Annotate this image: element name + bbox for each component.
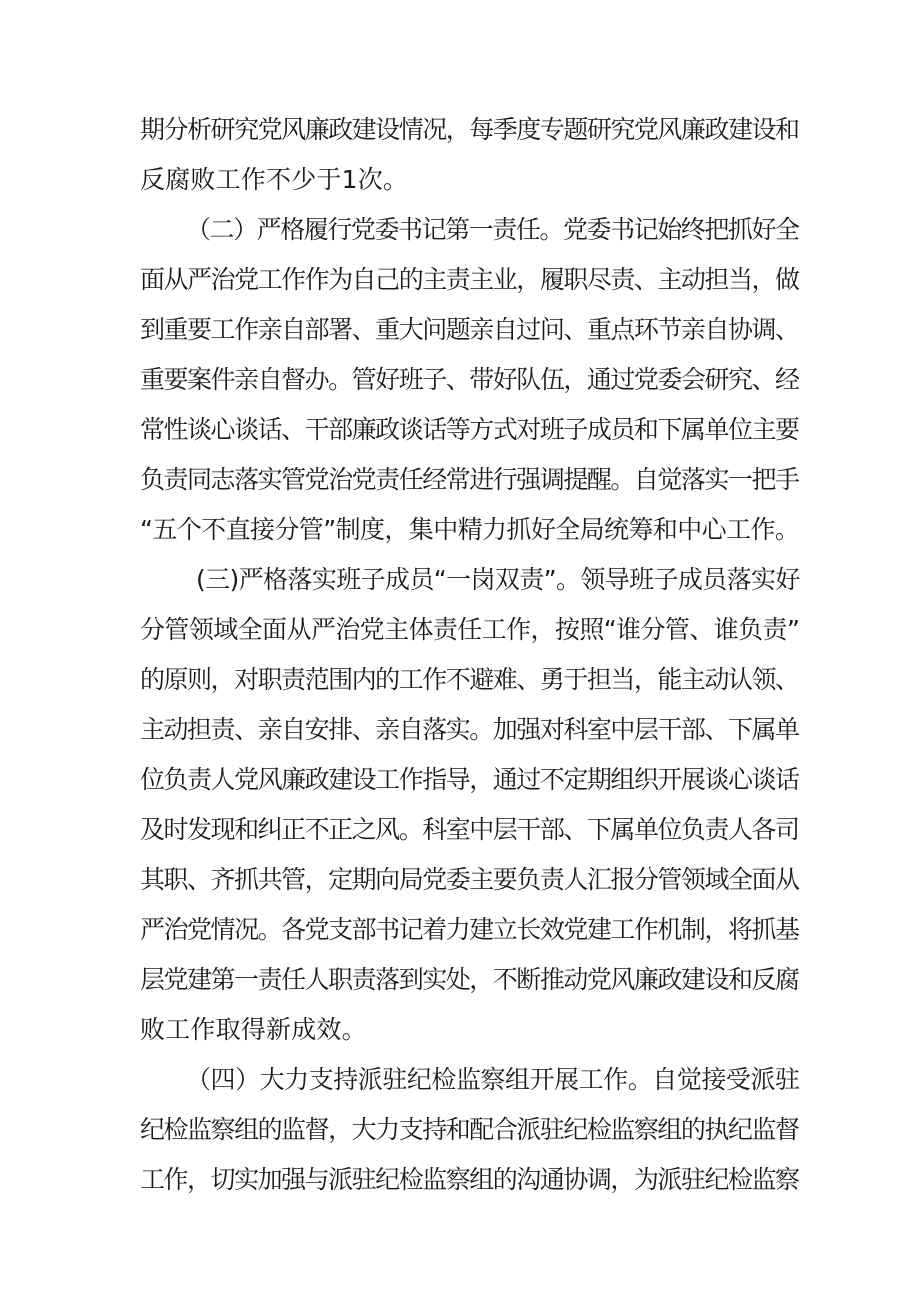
text-line: 层党建第一责任人职责落到实处，不断推动党风廉政建设和反腐 [140, 965, 799, 994]
text-line: 位负责人党风廉政建设工作指导，通过不定期组织开展谈心谈话 [140, 765, 799, 794]
paragraph-heading-line: (三)严格落实班子成员“一岗双责”。领导班子成员落实好 [196, 565, 800, 594]
text-line: 负责同志落实管党治党责任经常进行强调提醒。自觉落实一把手 [140, 465, 799, 494]
text-line: 败工作取得新成效。 [140, 1015, 367, 1044]
paragraph-heading-line: （二）严格履行党委书记第一责任。党委书记始终把抓好全 [186, 215, 799, 244]
text-line: 面从严治党工作作为自己的主责主业，履职尽责、主动担当，做 [140, 265, 799, 294]
text-line: 反腐败工作不少于1次。 [140, 165, 409, 194]
text-line: 纪检监察组的监督，大力支持和配合派驻纪检监察组的执纪监督 [140, 1115, 799, 1144]
text-line: 工作，切实加强与派驻纪检监察组的沟通协调，为派驻纪检监察 [140, 1165, 799, 1194]
text-line: 严治党情况。各党支部书记着力建立长效党建工作机制，将抓基 [140, 915, 799, 944]
paragraph-heading-line: （四）大力支持派驻纪检监察组开展工作。自觉接受派驻 [186, 1065, 800, 1094]
text-line: 常性谈心谈话、干部廉政谈话等方式对班子成员和下属单位主要 [140, 415, 799, 444]
text-line: 到重要工作亲自部署、重大问题亲自过问、重点环节亲自协调、 [140, 315, 799, 344]
text-line: 期分析研究党风廉政建设情况，每季度专题研究党风廉政建设和 [140, 115, 799, 144]
text-line: 主动担责、亲自安排、亲自落实。加强对科室中层干部、下属单 [140, 715, 799, 744]
text-line: 其职、齐抓共管，定期向局党委主要负责人汇报分管领域全面从 [140, 865, 799, 894]
text-line: 的原则，对职责范围内的工作不避难、勇于担当，能主动认领、 [140, 665, 799, 694]
text-line: 及时发现和纠正不正之风。科室中层干部、下属单位负责人各司 [140, 815, 799, 844]
text-line: 分管领域全面从严治党主体责任工作，按照“谁分管、谁负责” [140, 615, 800, 644]
text-line: 重要案件亲自督办。管好班子、带好队伍，通过党委会研究、经 [140, 365, 799, 394]
text-line: “五个不直接分管”制度，集中精力抓好全局统筹和中心工作。 [140, 515, 800, 544]
